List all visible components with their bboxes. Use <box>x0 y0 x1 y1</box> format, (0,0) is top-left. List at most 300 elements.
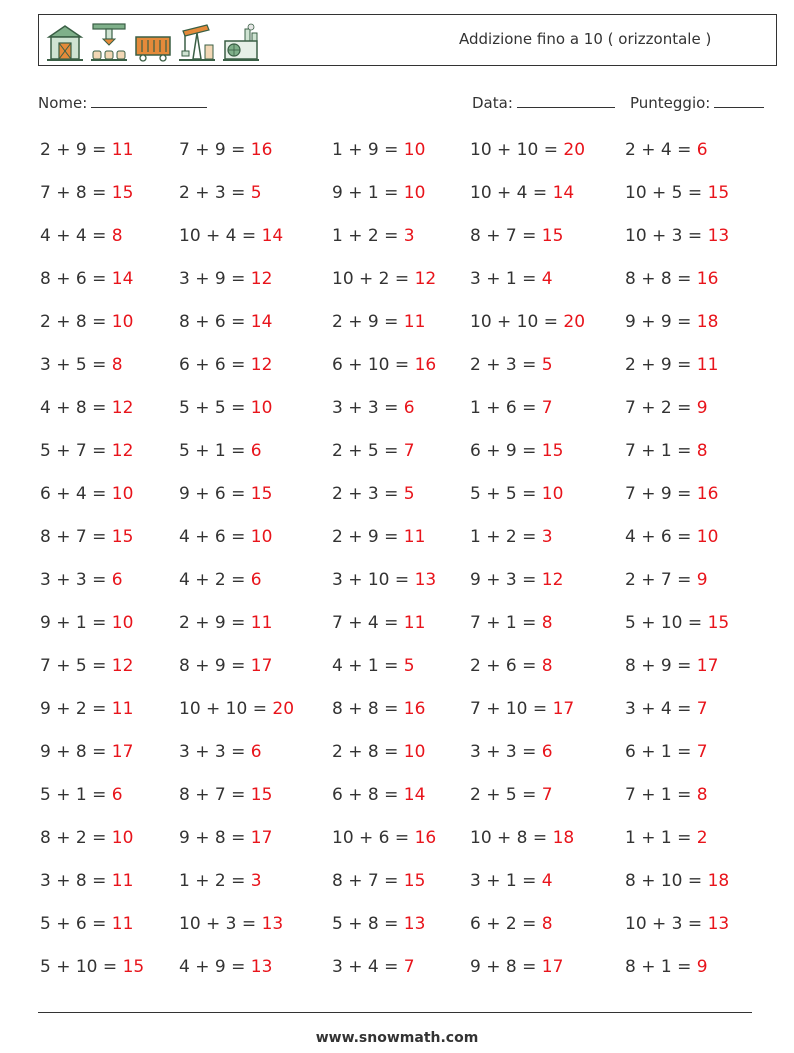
problem-cell <box>179 656 272 676</box>
problem-cell <box>179 957 272 977</box>
problem-cell <box>625 312 718 332</box>
problem-answer: 15 <box>250 785 273 805</box>
problem-cell <box>470 871 553 891</box>
problem-cell <box>179 441 262 461</box>
problem-cell <box>625 269 718 289</box>
problem-answer: 10 <box>111 312 134 332</box>
problem-answer: 10 <box>250 398 273 418</box>
problem-answer: 10 <box>403 140 426 160</box>
problem-expression: 6 + 8 = <box>332 785 404 805</box>
problem-cell <box>332 828 436 848</box>
problem-answer: 16 <box>414 355 437 375</box>
problem-expression: 2 + 4 = <box>625 140 697 160</box>
problem-expression: 2 + 5 = <box>332 441 404 461</box>
problem-expression: 5 + 10 = <box>625 613 708 633</box>
problem-row <box>40 183 780 226</box>
problem-answer: 13 <box>707 226 730 246</box>
problem-cell <box>625 570 708 590</box>
problem-expression: 4 + 6 = <box>625 527 697 547</box>
problem-answer: 7 <box>541 398 553 418</box>
header-icons <box>45 19 261 63</box>
problem-expression: 3 + 4 = <box>332 957 404 977</box>
problem-expression: 9 + 8 = <box>470 957 542 977</box>
problem-expression: 9 + 1 = <box>332 183 404 203</box>
problem-answer: 11 <box>111 914 134 934</box>
problem-cell <box>179 355 272 375</box>
barn-icon <box>45 21 85 63</box>
problem-answer: 11 <box>111 699 134 719</box>
problem-expression: 4 + 1 = <box>332 656 404 676</box>
problem-cell <box>40 828 133 848</box>
problem-answer: 20 <box>563 312 586 332</box>
problem-row <box>40 699 780 742</box>
problem-cell <box>625 742 708 762</box>
problem-cell <box>332 484 415 504</box>
problem-expression: 10 + 10 = <box>470 140 564 160</box>
problem-expression: 3 + 3 = <box>332 398 404 418</box>
problem-answer: 8 <box>541 613 553 633</box>
problem-answer: 15 <box>111 527 134 547</box>
problem-expression: 7 + 1 = <box>470 613 542 633</box>
problem-expression: 7 + 1 = <box>625 785 697 805</box>
problem-cell <box>40 527 133 547</box>
problem-answer: 12 <box>111 441 134 461</box>
problem-answer: 3 <box>250 871 262 891</box>
problem-cell <box>332 742 425 762</box>
problem-answer: 8 <box>696 441 708 461</box>
problem-expression: 7 + 1 = <box>625 441 697 461</box>
problem-expression: 8 + 9 = <box>625 656 697 676</box>
problem-cell <box>470 742 553 762</box>
problem-answer: 5 <box>250 183 262 203</box>
problem-expression: 10 + 4 = <box>470 183 553 203</box>
problem-cell <box>470 441 563 461</box>
problem-expression: 8 + 8 = <box>332 699 404 719</box>
problem-row <box>40 828 780 871</box>
problem-answer: 15 <box>403 871 426 891</box>
problem-cell <box>470 785 553 805</box>
problem-answer: 13 <box>707 914 730 934</box>
problem-cell <box>625 441 708 461</box>
problem-expression: 8 + 8 = <box>625 269 697 289</box>
problem-answer: 12 <box>250 269 273 289</box>
problem-row <box>40 269 780 312</box>
problem-cell <box>625 828 708 848</box>
problem-cell <box>40 355 123 375</box>
problem-answer: 10 <box>696 527 719 547</box>
problem-answer: 3 <box>403 226 415 246</box>
problem-answer: 12 <box>541 570 564 590</box>
problem-cell <box>625 785 708 805</box>
problem-expression: 1 + 9 = <box>332 140 404 160</box>
problem-answer: 6 <box>250 570 262 590</box>
problem-cell <box>470 613 553 633</box>
problem-expression: 8 + 6 = <box>40 269 112 289</box>
problem-cell <box>179 785 272 805</box>
problem-answer: 15 <box>541 441 564 461</box>
problem-answer: 10 <box>541 484 564 504</box>
problem-answer: 8 <box>111 226 123 246</box>
problem-answer: 13 <box>261 914 284 934</box>
problem-cell <box>332 570 436 590</box>
date-field[interactable] <box>472 93 615 112</box>
problem-expression: 3 + 1 = <box>470 269 542 289</box>
problem-cell <box>470 914 553 934</box>
problem-expression: 5 + 8 = <box>332 914 404 934</box>
problem-expression: 8 + 10 = <box>625 871 708 891</box>
problem-cell <box>332 312 425 332</box>
problem-cell <box>40 656 133 676</box>
problem-answer: 7 <box>403 441 415 461</box>
problem-expression: 2 + 9 = <box>332 527 404 547</box>
problem-answer: 6 <box>250 742 262 762</box>
problem-answer: 9 <box>696 398 708 418</box>
problem-cell <box>625 613 729 633</box>
score-line[interactable] <box>714 93 764 108</box>
problem-expression: 10 + 3 = <box>179 914 262 934</box>
problem-answer: 11 <box>696 355 719 375</box>
problem-answer: 13 <box>250 957 273 977</box>
problem-cell <box>332 140 425 160</box>
problem-expression: 9 + 3 = <box>470 570 542 590</box>
problem-cell <box>40 269 133 289</box>
problem-cell <box>470 140 585 160</box>
problem-row <box>40 441 780 484</box>
problem-answer: 11 <box>403 613 426 633</box>
problem-answer: 16 <box>414 828 437 848</box>
problem-cell <box>625 699 708 719</box>
problem-answer: 11 <box>403 312 426 332</box>
problem-cell <box>332 957 415 977</box>
problem-cell <box>40 699 133 719</box>
problem-expression: 3 + 1 = <box>470 871 542 891</box>
problem-expression: 3 + 3 = <box>179 742 251 762</box>
problem-answer: 14 <box>403 785 426 805</box>
problem-cell <box>470 828 574 848</box>
problem-row <box>40 312 780 355</box>
problem-answer: 17 <box>250 656 273 676</box>
problem-answer: 17 <box>696 656 719 676</box>
problem-answer: 10 <box>111 484 134 504</box>
problem-answer: 9 <box>696 957 708 977</box>
problem-cell <box>332 355 436 375</box>
problem-expression: 1 + 2 = <box>470 527 542 547</box>
problem-expression: 7 + 9 = <box>625 484 697 504</box>
problem-row <box>40 355 780 398</box>
problem-answer: 14 <box>261 226 284 246</box>
problem-cell <box>470 312 585 332</box>
problem-cell <box>40 914 133 934</box>
problem-expression: 10 + 3 = <box>625 914 708 934</box>
problem-cell <box>179 613 272 633</box>
problem-expression: 10 + 8 = <box>470 828 553 848</box>
problem-cell <box>625 484 718 504</box>
problem-answer: 17 <box>111 742 134 762</box>
problem-answer: 14 <box>552 183 575 203</box>
problem-answer: 3 <box>541 527 553 547</box>
problem-cell <box>625 656 718 676</box>
problem-answer: 5 <box>403 484 415 504</box>
problem-cell <box>470 957 563 977</box>
problem-cell <box>625 226 729 246</box>
problem-answer: 15 <box>707 613 730 633</box>
problem-cell <box>470 226 563 246</box>
problem-expression: 7 + 2 = <box>625 398 697 418</box>
problem-cell <box>179 183 262 203</box>
problem-expression: 5 + 7 = <box>40 441 112 461</box>
problem-expression: 2 + 8 = <box>40 312 112 332</box>
problem-cell <box>332 226 415 246</box>
problem-expression: 2 + 3 = <box>470 355 542 375</box>
oil-pump-icon <box>177 21 217 63</box>
problem-expression: 3 + 10 = <box>332 570 415 590</box>
problem-answer: 11 <box>111 871 134 891</box>
problem-answer: 15 <box>122 957 145 977</box>
problem-cell <box>625 527 718 547</box>
problem-answer: 8 <box>696 785 708 805</box>
problem-cell <box>179 570 262 590</box>
problem-expression: 8 + 7 = <box>40 527 112 547</box>
problem-expression: 9 + 2 = <box>40 699 112 719</box>
problem-answer: 15 <box>111 183 134 203</box>
problem-cell <box>179 140 272 160</box>
problem-expression: 6 + 10 = <box>332 355 415 375</box>
problem-answer: 5 <box>403 656 415 676</box>
factory-press-icon <box>89 21 129 63</box>
problem-cell <box>179 312 272 332</box>
problem-answer: 12 <box>111 656 134 676</box>
worksheet-title: Addizione fino a 10 ( orizzontale ) <box>459 30 712 48</box>
problem-cell <box>625 140 708 160</box>
problem-answer: 6 <box>111 785 123 805</box>
problem-answer: 5 <box>541 355 553 375</box>
problem-expression: 4 + 4 = <box>40 226 112 246</box>
problem-cell <box>332 398 415 418</box>
problem-row <box>40 871 780 914</box>
problem-expression: 6 + 4 = <box>40 484 112 504</box>
problem-expression: 2 + 8 = <box>332 742 404 762</box>
problem-row <box>40 140 780 183</box>
problem-expression: 1 + 6 = <box>470 398 542 418</box>
problem-answer: 13 <box>414 570 437 590</box>
problem-cell <box>332 269 436 289</box>
problem-row <box>40 484 780 527</box>
problem-cell <box>40 226 123 246</box>
problem-cell <box>470 355 553 375</box>
problem-cell <box>332 785 425 805</box>
problem-cell <box>40 871 133 891</box>
problem-cell <box>470 656 553 676</box>
problem-expression: 9 + 6 = <box>179 484 251 504</box>
problem-cell <box>332 441 415 461</box>
problem-row <box>40 527 780 570</box>
problem-cell <box>179 484 272 504</box>
problem-cell <box>40 742 133 762</box>
problem-expression: 2 + 7 = <box>625 570 697 590</box>
problem-answer: 10 <box>250 527 273 547</box>
problem-cell <box>470 484 563 504</box>
name-field[interactable] <box>38 93 207 112</box>
problem-row <box>40 613 780 656</box>
problem-expression: 10 + 10 = <box>179 699 273 719</box>
problem-expression: 8 + 6 = <box>179 312 251 332</box>
problem-expression: 9 + 8 = <box>40 742 112 762</box>
date-line[interactable] <box>517 93 615 108</box>
problem-cell <box>40 312 133 332</box>
problem-cell <box>40 613 133 633</box>
problem-expression: 5 + 1 = <box>179 441 251 461</box>
problem-answer: 17 <box>552 699 575 719</box>
problem-expression: 2 + 5 = <box>470 785 542 805</box>
problem-answer: 6 <box>111 570 123 590</box>
problem-cell <box>179 742 262 762</box>
score-field[interactable] <box>630 93 764 112</box>
problem-expression: 1 + 2 = <box>332 226 404 246</box>
problem-cell <box>332 871 425 891</box>
problem-expression: 10 + 2 = <box>332 269 415 289</box>
problem-answer: 7 <box>696 742 708 762</box>
problem-cell <box>625 355 718 375</box>
problem-expression: 7 + 4 = <box>332 613 404 633</box>
problem-expression: 4 + 6 = <box>179 527 251 547</box>
score-label: Punteggio: <box>630 94 711 112</box>
problem-answer: 10 <box>403 183 426 203</box>
freight-train-icon <box>133 21 173 63</box>
problem-answer: 8 <box>111 355 123 375</box>
problem-expression: 1 + 1 = <box>625 828 697 848</box>
problem-row <box>40 914 780 957</box>
problem-row <box>40 226 780 269</box>
problem-cell <box>332 656 415 676</box>
problem-answer: 15 <box>250 484 273 504</box>
problem-cell <box>625 871 729 891</box>
problem-expression: 7 + 9 = <box>179 140 251 160</box>
problem-row <box>40 570 780 613</box>
problem-answer: 18 <box>707 871 730 891</box>
problem-cell <box>40 785 123 805</box>
problem-expression: 2 + 6 = <box>470 656 542 676</box>
problem-cell <box>40 570 123 590</box>
problem-answer: 10 <box>111 828 134 848</box>
problem-cell <box>40 957 144 977</box>
problem-answer: 16 <box>696 484 719 504</box>
problem-expression: 7 + 10 = <box>470 699 553 719</box>
problem-expression: 2 + 9 = <box>625 355 697 375</box>
problem-cell <box>40 398 133 418</box>
problem-expression: 6 + 1 = <box>625 742 697 762</box>
problem-expression: 8 + 7 = <box>332 871 404 891</box>
footer-url: www.snowmath.com <box>315 1030 479 1046</box>
name-line[interactable] <box>91 93 207 108</box>
problem-answer: 18 <box>696 312 719 332</box>
problem-expression: 1 + 2 = <box>179 871 251 891</box>
problem-answer: 11 <box>250 613 273 633</box>
problem-answer: 10 <box>403 742 426 762</box>
problem-expression: 8 + 1 = <box>625 957 697 977</box>
problem-expression: 5 + 5 = <box>179 398 251 418</box>
problem-expression: 10 + 4 = <box>179 226 262 246</box>
problem-cell <box>332 527 425 547</box>
problem-row <box>40 398 780 441</box>
power-plant-icon <box>221 21 261 63</box>
worksheet-header <box>38 14 777 66</box>
problem-answer: 7 <box>403 957 415 977</box>
problem-cell <box>179 527 272 547</box>
problem-cell <box>470 527 553 547</box>
problem-cell <box>625 398 708 418</box>
problem-answer: 6 <box>541 742 553 762</box>
problem-expression: 4 + 8 = <box>40 398 112 418</box>
problem-expression: 3 + 3 = <box>470 742 542 762</box>
problem-answer: 14 <box>111 269 134 289</box>
problem-cell <box>179 828 272 848</box>
problem-expression: 5 + 6 = <box>40 914 112 934</box>
problem-cell <box>332 613 425 633</box>
name-label: Nome: <box>38 94 88 112</box>
problem-answer: 10 <box>111 613 134 633</box>
problem-expression: 2 + 9 = <box>40 140 112 160</box>
problem-expression: 8 + 2 = <box>40 828 112 848</box>
problem-answer: 6 <box>696 140 708 160</box>
problem-expression: 3 + 9 = <box>179 269 251 289</box>
problem-row <box>40 742 780 785</box>
problem-expression: 2 + 9 = <box>332 312 404 332</box>
problem-expression: 3 + 3 = <box>40 570 112 590</box>
problem-expression: 3 + 5 = <box>40 355 112 375</box>
problem-expression: 2 + 3 = <box>179 183 251 203</box>
problem-expression: 10 + 5 = <box>625 183 708 203</box>
problem-answer: 20 <box>563 140 586 160</box>
problem-answer: 4 <box>541 269 553 289</box>
problem-answer: 15 <box>707 183 730 203</box>
problem-cell <box>470 398 553 418</box>
problem-answer: 9 <box>696 570 708 590</box>
problem-expression: 2 + 9 = <box>179 613 251 633</box>
problem-answer: 8 <box>541 914 553 934</box>
problem-expression: 9 + 8 = <box>179 828 251 848</box>
problem-cell <box>179 914 283 934</box>
problem-answer: 2 <box>696 828 708 848</box>
problem-expression: 5 + 5 = <box>470 484 542 504</box>
problem-expression: 7 + 5 = <box>40 656 112 676</box>
problem-cell <box>625 914 729 934</box>
problem-cell <box>332 699 425 719</box>
problem-cell <box>470 269 553 289</box>
problem-answer: 12 <box>414 269 437 289</box>
problem-expression: 10 + 3 = <box>625 226 708 246</box>
date-label: Data: <box>472 94 513 112</box>
problem-cell <box>470 183 574 203</box>
problem-cell <box>625 183 729 203</box>
problem-cell <box>179 398 272 418</box>
problem-answer: 12 <box>250 355 273 375</box>
problem-answer: 16 <box>250 140 273 160</box>
problem-grid <box>40 140 780 1000</box>
problem-cell <box>40 140 133 160</box>
problem-expression: 5 + 10 = <box>40 957 123 977</box>
problem-cell <box>470 570 563 590</box>
problem-expression: 9 + 9 = <box>625 312 697 332</box>
problem-cell <box>40 441 133 461</box>
problem-expression: 6 + 9 = <box>470 441 542 461</box>
problem-row <box>40 957 780 1000</box>
problem-expression: 7 + 8 = <box>40 183 112 203</box>
problem-cell <box>470 699 574 719</box>
problem-answer: 4 <box>541 871 553 891</box>
problem-answer: 6 <box>403 398 415 418</box>
problem-answer: 7 <box>541 785 553 805</box>
footer-divider <box>38 1012 752 1013</box>
